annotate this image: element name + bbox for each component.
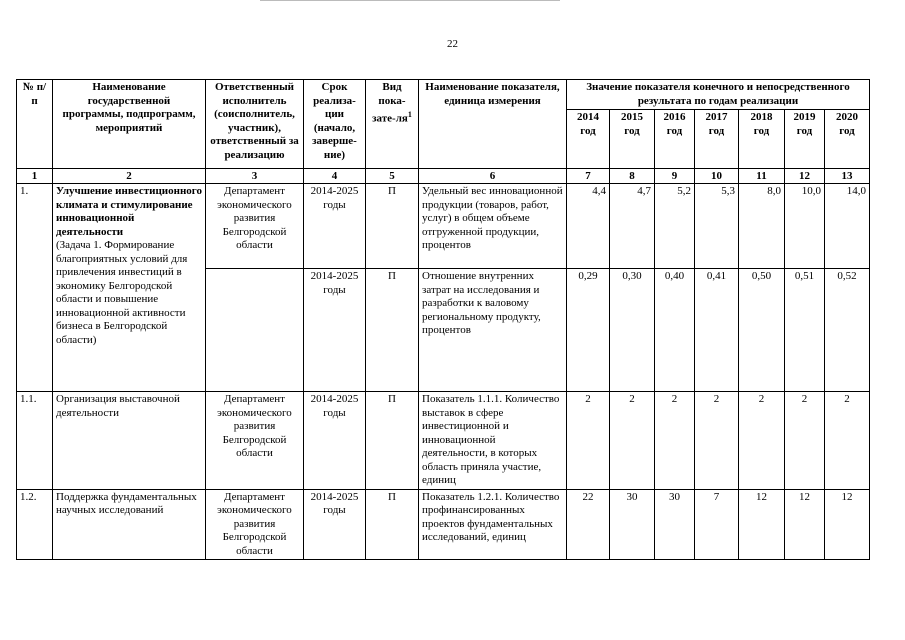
value-cell: 0,41	[695, 269, 739, 392]
header-row	[17, 80, 870, 110]
value-cell: 0,30	[610, 269, 655, 392]
header-year: 2020 год	[825, 110, 870, 169]
row-num: 1.2.	[17, 489, 53, 560]
row-name	[53, 184, 206, 392]
value-cell: 12	[785, 489, 825, 560]
row-period: 2014-2025 годы	[304, 269, 366, 392]
value-cell: 2	[739, 392, 785, 490]
value-cell: 0,51	[785, 269, 825, 392]
header-num: № п/п	[17, 80, 53, 169]
header-executor: Ответственный исполнитель (соисполнитель, участник), ответственный за реализацию	[206, 80, 304, 169]
row-indicator: Показатель 1.2.1. Количество профинансированных проектов фундаментальных исследований, единиц	[419, 489, 567, 560]
column-numbers-row	[17, 169, 870, 184]
scan-edge-line	[260, 0, 560, 1]
row-executor: Департамент экономического развития Белгородской области	[206, 392, 304, 490]
row-kind: П	[366, 489, 419, 560]
value-cell: 4,4	[567, 184, 610, 269]
table-row	[17, 489, 870, 560]
col-number: 1	[17, 169, 53, 184]
col-number: 3	[206, 169, 304, 184]
row-period: 2014-2025 годы	[304, 489, 366, 560]
row-period: 2014-2025 годы	[304, 184, 366, 269]
row-kind: П	[366, 392, 419, 490]
row-kind: П	[366, 184, 419, 269]
page-number: 22	[447, 38, 458, 50]
col-number: 2	[53, 169, 206, 184]
value-cell: 12	[825, 489, 870, 560]
header-year: 2015 год	[610, 110, 655, 169]
value-cell: 2	[610, 392, 655, 490]
header-year: 2016 год	[655, 110, 695, 169]
header-year: 2018 год	[739, 110, 785, 169]
value-cell: 8,0	[739, 184, 785, 269]
header-year: 2017 год	[695, 110, 739, 169]
value-cell: 2	[567, 392, 610, 490]
header-indicator: Наименование показателя, единица измерения	[419, 80, 567, 169]
row-num: 1.	[17, 184, 53, 392]
row-name: Поддержка фундаментальных научных исследований	[53, 489, 206, 560]
value-cell: 10,0	[785, 184, 825, 269]
row-kind: П	[366, 269, 419, 392]
header-name: Наименование государственной программы, подпрограмм, мероприятий	[53, 80, 206, 169]
value-cell: 5,3	[695, 184, 739, 269]
value-cell: 30	[610, 489, 655, 560]
value-cell: 0,50	[739, 269, 785, 392]
col-number: 8	[610, 169, 655, 184]
header-period: Срок реализа-ции (начало, заверше-ние)	[304, 80, 366, 169]
value-cell: 2	[825, 392, 870, 490]
value-cell: 0,40	[655, 269, 695, 392]
col-number: 4	[304, 169, 366, 184]
row-executor: Департамент экономического развития Белгородской области	[206, 184, 304, 269]
indicators-table	[16, 79, 870, 560]
value-cell: 12	[739, 489, 785, 560]
value-cell: 5,2	[655, 184, 695, 269]
col-number: 13	[825, 169, 870, 184]
value-cell: 2	[695, 392, 739, 490]
col-number: 6	[419, 169, 567, 184]
value-cell: 22	[567, 489, 610, 560]
row-period: 2014-2025 годы	[304, 392, 366, 490]
header-year: 2019 год	[785, 110, 825, 169]
value-cell: 4,7	[610, 184, 655, 269]
value-cell: 0,52	[825, 269, 870, 392]
header-values-group: Значение показателя конечного и непосредственного результата по годам реализации	[567, 80, 870, 110]
col-number: 10	[695, 169, 739, 184]
col-number: 7	[567, 169, 610, 184]
row-executor-empty	[206, 269, 304, 392]
row-indicator: Удельный вес инновационной продукции (товаров, работ, услуг) в общем объеме отгруженной продукции, процентов	[419, 184, 567, 269]
value-cell: 7	[695, 489, 739, 560]
value-cell: 14,0	[825, 184, 870, 269]
row-indicator: Показатель 1.1.1. Количество выставок в сфере инвестиционной и инновационной деятельности, в которых область приняла участие, единиц	[419, 392, 567, 490]
header-kind: Вид пока-$зате-ля^1$	[366, 80, 419, 169]
row-indicator: Отношение внутренних затрат на исследования и разработки к валовому региональному продукту, процентов	[419, 269, 567, 392]
col-number: 12	[785, 169, 825, 184]
col-number: 9	[655, 169, 695, 184]
value-cell: 0,29	[567, 269, 610, 392]
row-num: 1.1.	[17, 392, 53, 490]
value-cell: 2	[655, 392, 695, 490]
value-cell: 30	[655, 489, 695, 560]
table-row	[17, 184, 870, 269]
row-name: Организация выставочной деятельности	[53, 392, 206, 490]
row-name-bold: Улучшение инвестиционного климата и стимулирование инновационной деятельности	[56, 185, 203, 238]
col-number: 5	[366, 169, 419, 184]
col-number: 11	[739, 169, 785, 184]
row-executor: Департамент экономического развития Белгородской области	[206, 489, 304, 560]
table-row	[17, 392, 870, 490]
row-name-extra: (Задача 1. Формирование благоприятных условий для привлечения инвестиций в экономику Белгородской области и повышение инновационной активности бизнеса в Белгородской области)	[56, 239, 188, 346]
header-year: 2014 год	[567, 110, 610, 169]
value-cell: 2	[785, 392, 825, 490]
